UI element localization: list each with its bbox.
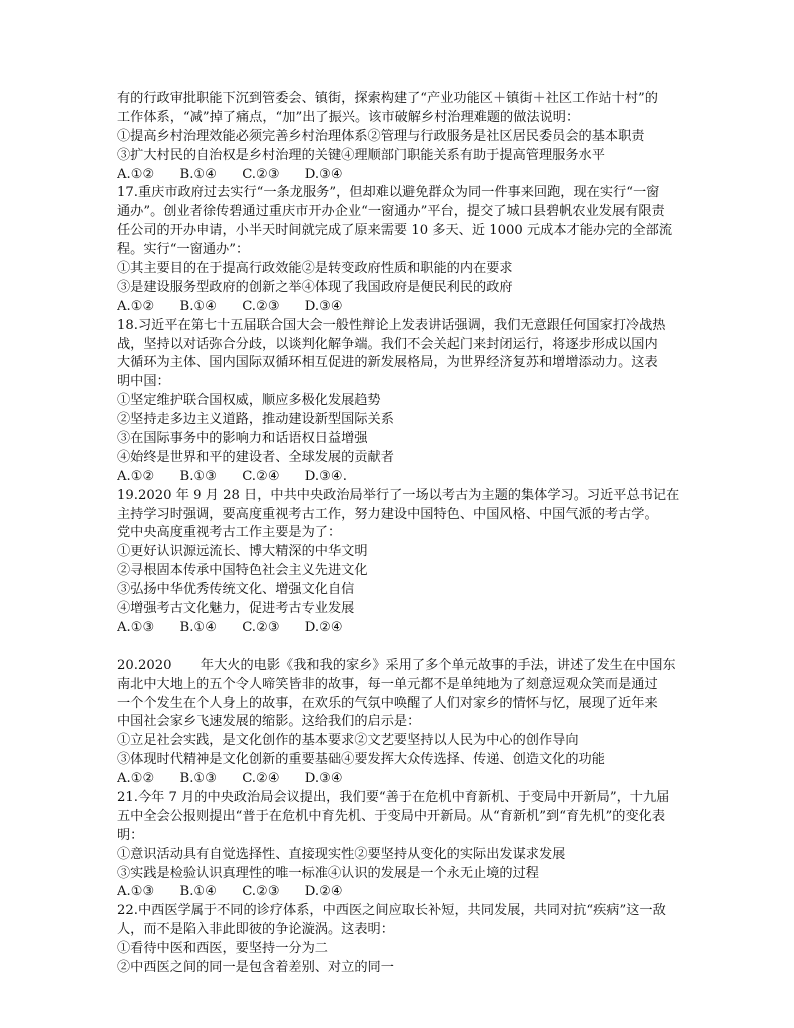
option-line: ③在国际事务中的影响力和话语权日益增强: [117, 431, 368, 447]
text-line: 明：: [117, 827, 144, 843]
text-line: 通办”。创业者徐传碧通过重庆市开办企业“一窗通办”平台，提交了城口县碧帆农业发展有限责: [117, 204, 665, 220]
option-line: ②中西医之间的同一是包含着差别、对立的同一: [117, 959, 394, 975]
option-line: ③扩大村民的自治权是乡村治理的关键④理顺部门职能关系有助于提高管理服务水平: [117, 147, 605, 163]
question-22: 22.中西医学属于不同的诊疗体系，中西医之间应取长补短，共同发展，共同对抗“疾病”这一敌: [117, 903, 666, 919]
answer-choices: A.①② B.①④ C.②③ D.③④: [117, 298, 343, 314]
text-line: 党中央高度重视考古工作主要是为了：: [117, 525, 342, 541]
exam-page: [117, 90, 682, 978]
blank-line: [117, 638, 682, 657]
option-line: ③实践是检验认识真理性的唯一标准④认识的发展是一个永无止境的过程: [117, 865, 539, 881]
answer-choices: A.①② B.①④ C.②③ D.③④: [117, 166, 343, 182]
text-line: 五中全会公报则提出“普于在危机中育先机、于变局中开新局。从“育新机”到“育先机”的变化表: [117, 808, 666, 824]
option-line: ①坚定维护联合国权威，顺应多极化发展趋势: [117, 393, 381, 409]
text-line: 任公司的开办申请，小半天时间就完成了原来需要 10 多天、近 1000 元成本才能办完的全部流: [117, 223, 673, 239]
question-20: 20.2020 年大火的电影《我和我的家乡》采用了多个单元故事的手法，讲述了发生在中国东: [117, 657, 676, 673]
text-line: 有的行政审批职能下沉到管委会、镇街，探索构建了“产业功能区＋镇街＋社区工作站十村”的: [117, 91, 658, 106]
text-line: 人，而不是陷入非此即彼的争论漩涡。这表明：: [117, 922, 394, 938]
answer-choices: A.①② B.①③ C.②④ D.③④.: [117, 468, 347, 484]
question-18: 18.习近平在第七十五届联合国大会一般性辩论上发表讲话强调，我们无意跟任何国家打冷战热: [117, 317, 666, 333]
option-line: ①提高乡村治理效能必须完善乡村治理体系②管理与行政服务是社区居民委员会的基本职责: [117, 128, 645, 144]
text-line: 工作体系，“减”掉了痛点，“加”出了振兴。该市破解乡村治理难题的做法说明：: [117, 109, 580, 125]
text-line: 一个个发生在个人身上的故事，在欢乐的气氛中唤醒了人们对家乡的情怀与忆，展现了近年来: [117, 695, 658, 711]
text-line: 程。实行“一窗通办”：: [117, 242, 250, 258]
text-line: 大循环为主体、国内国际双循环相互促进的新发展格局，为世界经济复苏和增增添动力。这表: [117, 355, 658, 371]
option-line: ②坚持走多边主义道路，推动建设新型国际关系: [117, 412, 394, 428]
answer-choices: A.①③ B.①④ C.②③ D.②④: [117, 884, 343, 900]
question-19: 19.2020 年 9 月 28 日，中共中央政治局举行了一场以考古为主题的集体学习。习近平总书记在: [117, 487, 680, 503]
text-line: 南北中大地上的五个令人啼笑皆非的故事，每一单元都不是单纯地为了刻意逗观众笑而是通过: [117, 676, 658, 692]
option-line: ①立足社会实践，是文化创作的基本要求②文艺要坚持以人民为中心的创作导向: [117, 733, 579, 749]
option-line: ③弘扬中华优秀传统文化、增强文化自信: [117, 582, 355, 598]
option-line: ①更好认识源远流长、博大精深的中华文明: [117, 544, 368, 560]
text-line: 明中国：: [117, 374, 170, 390]
option-line: ④始终是世界和平的建设者、全球发展的贡献者: [117, 449, 394, 465]
option-line: ③是建设服务型政府的创新之举④体现了我国政府是便民利民的政府: [117, 279, 513, 295]
answer-choices: A.①③ B.①④ C.②③ D.②④: [117, 619, 343, 635]
option-line: ①看待中医和西医，要坚持一分为二: [117, 941, 328, 957]
text-line: 中国社会家乡飞速发展的缩影。这给我们的启示是：: [117, 714, 421, 730]
question-17: 17.重庆市政府过去实行“一条龙服务”，但却难以避免群众为同一件事来回跑，现在实行“一窗: [117, 185, 660, 201]
answer-choices: A.①② B.①③ C.②④ D.③④: [117, 771, 343, 787]
option-line: ②寻根固本传承中国特色社会主义先进文化: [117, 563, 368, 579]
option-line: ③体现时代精神是文化创新的重要基础④要发挥大众传选择、传递、创造文化的功能: [117, 752, 605, 768]
text-line: 战，坚持以对话弥合分歧，以谈判化解争端。我们不会关起门来封闭运行，将逐步形成以国内: [117, 336, 658, 352]
text-line: 主持学习时强调，要高度重视考古工作，努力建设中国特色、中国风格、中国气派的考古学。: [117, 506, 658, 522]
option-line: ①其主要目的在于提高行政效能②是转变政府性质和职能的内在要求: [117, 261, 513, 277]
question-21: 21.今年 7 月的中央政治局会议提出，我们要“善于在危机中育新机、于变局中开新局”，十九届: [117, 789, 670, 805]
option-line: ①意识活动具有自觉选择性、直接现实性②要坚持从变化的实际出发谋求发展: [117, 846, 566, 862]
option-line: ④增强考古文化魅力，促进考古专业发展: [117, 601, 355, 617]
